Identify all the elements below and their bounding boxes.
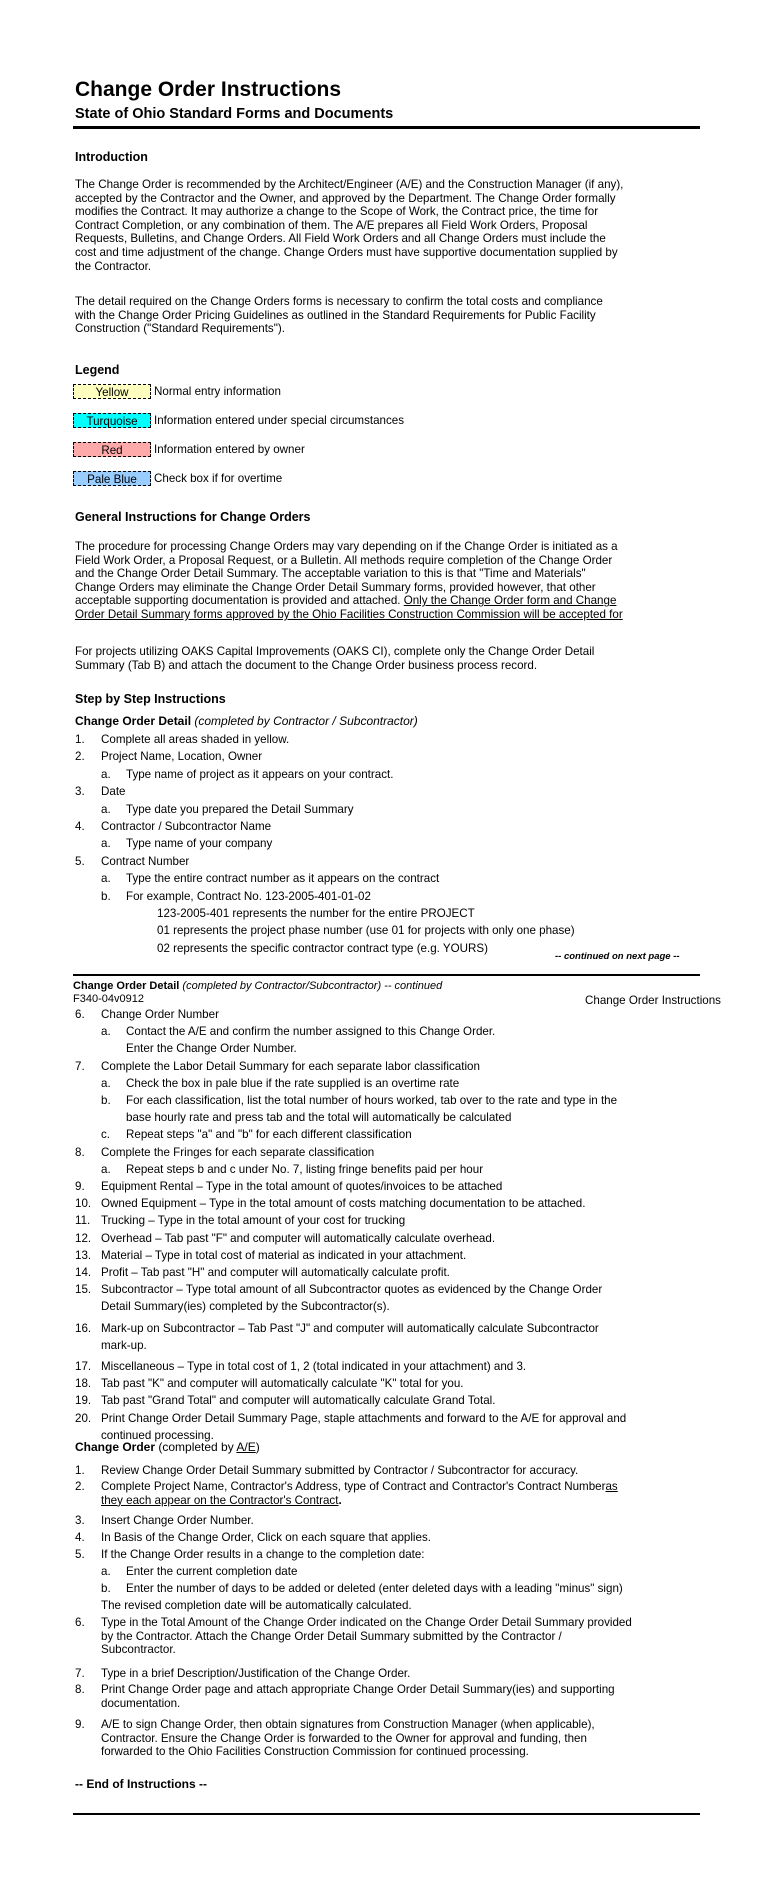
general-p1-line6-underlined: Order Detail Summary forms approved by the Ohio Facilities Construction Commission will be accepted for xyxy=(75,607,623,621)
list-number: b. xyxy=(101,1094,111,1107)
list-item: Tab past "Grand Total" and computer will automatically calculate Grand Total. xyxy=(101,1394,496,1408)
intro-paragraph-2 xyxy=(75,295,700,336)
general-p1-line5-plain: acceptable supporting documentation is provided and attached. xyxy=(75,594,404,608)
intro-p1-line: modifies the Contract. It may authorize a change to the Scope of Work, the Contract price, the time for xyxy=(75,205,599,219)
legend-description: Information entered by owner xyxy=(154,443,305,456)
co-step-3: Insert Change Order Number. xyxy=(101,1514,254,1527)
page-title: Change Order Instructions xyxy=(75,78,342,101)
list-number: 14. xyxy=(75,1266,92,1279)
list-number: 10. xyxy=(75,1197,92,1211)
page2-rule xyxy=(73,974,700,976)
list-number: 7. xyxy=(75,1059,85,1073)
list-item: Complete the Labor Detail Summary for each separate labor classification xyxy=(101,1059,480,1073)
continued-heading xyxy=(73,980,442,992)
list-item: Check the box in pale blue if the rate supplied is an overtime rate xyxy=(126,1076,460,1090)
list-number: 12. xyxy=(75,1231,92,1245)
list-item: Trucking – Type in the total amount of your cost for trucking xyxy=(101,1214,406,1228)
list-item: Owned Equipment – Type in the total amount of costs matching documentation to be attached. xyxy=(101,1197,586,1211)
general-p2-line: For projects utilizing OAKS Capital Improvements (OAKS CI), complete only the Change Order Detail xyxy=(75,645,595,658)
list-number: 16. xyxy=(75,1321,92,1335)
co-heading-bold: Change Order xyxy=(75,1440,156,1454)
list-number: a. xyxy=(101,767,111,781)
list-item: Contractor / Subcontractor Name xyxy=(101,820,272,833)
co-step-5b: Enter the number of days to be added or deleted (enter deleted days with a leading "minus" sign) xyxy=(126,1582,623,1595)
list-item: 02 represents the specific contractor contract type (e.g. YOURS) xyxy=(157,941,488,955)
legend-heading: Legend xyxy=(75,363,120,377)
header-rule xyxy=(73,126,700,129)
list-item: Mark-up on Subcontractor – Tab Past "J" and computer will automatically calculate Subcontractor xyxy=(101,1321,599,1335)
list-number: 4. xyxy=(75,820,85,833)
co-step-8: Print Change Order page and attach appropriate Change Order Detail Summary(ies) and supporting documentation. xyxy=(101,1683,615,1710)
list-item: Change Order Number xyxy=(101,1008,219,1021)
general-heading: General Instructions for Change Orders xyxy=(75,510,311,524)
list-item: Detail Summary(ies) completed by the Subcontractor(s). xyxy=(101,1300,390,1314)
list-item: 123-2005-401 represents the number for the entire PROJECT xyxy=(157,907,475,920)
general-p1-line: Field Work Order, a Proposal Request, or a Bulletin. All methods require completion of the Change Order xyxy=(75,553,613,567)
intro-p2-line: Construction ("Standard Requirements"). xyxy=(75,322,285,336)
intro-p2-line: with the Change Order Pricing Guidelines as outlined in the Standard Requirements for Public Facility xyxy=(75,308,596,322)
co-heading-ae: A/E xyxy=(236,1440,256,1454)
end-of-instructions: -- End of Instructions -- xyxy=(75,1777,207,1791)
list-item: Date xyxy=(101,785,126,799)
general-p1-line: Change Orders may eliminate the Change Order Detail Summary forms, provided however, that other xyxy=(75,580,596,594)
list-item: Profit – Tab past "H" and computer will automatically calculate profit. xyxy=(101,1266,450,1279)
list-item: Print Change Order Detail Summary Page, staple attachments and forward to the A/E for approval and xyxy=(101,1411,627,1425)
list-item: Repeat steps b and c under No. 7, listing fringe benefits paid per hour xyxy=(126,1162,484,1176)
list-number: 17. xyxy=(75,1360,92,1373)
footer-rule xyxy=(73,1813,700,1815)
list-item: Equipment Rental – Type in the total amount of quotes/invoices to be attached xyxy=(101,1180,503,1193)
list-item: For each classification, list the total number of hours worked, tab over to the rate and type in the xyxy=(126,1094,618,1107)
intro-p1-line: Requests, Bulletins, and Change Orders. All Field Work Orders and all Change Orders must include the xyxy=(75,232,606,246)
continued-next-page: -- continued on next page -- xyxy=(555,951,680,962)
list-number: 20. xyxy=(75,1411,92,1425)
intro-p1-line: The Change Order is recommended by the Architect/Engineer (A/E) and the Construction Manager (if any), xyxy=(75,178,624,191)
intro-paragraph-1 xyxy=(75,178,700,273)
co-heading-plain: (completed by xyxy=(155,1440,237,1454)
list-item: Project Name, Location, Owner xyxy=(101,750,263,764)
list-number: 2. xyxy=(75,750,85,764)
list-number: a. xyxy=(101,1076,111,1090)
right-page-header: Change Order Instructions xyxy=(585,994,721,1007)
list-number: 15. xyxy=(75,1283,92,1297)
co-step-6: Type in the Total Amount of the Change Order indicated on the Change Order Detail Summary provided by the Contractor. Attach the Change Order Detail Summary submitted by the Contractor / Subcontractor. xyxy=(101,1616,632,1657)
intro-p1-line: the Contractor. xyxy=(75,259,152,273)
list-number: a. xyxy=(101,872,111,886)
list-number: 3. xyxy=(75,785,85,799)
list-number: a. xyxy=(101,1162,111,1176)
general-p1-line: and the Change Order Detail Summary. The acceptable variation to this is that "Time and Materials" xyxy=(75,567,586,581)
detail-heading-bold: Change Order Detail xyxy=(75,714,192,728)
co-step-5a: Enter the current completion date xyxy=(126,1565,298,1578)
list-number: 1. xyxy=(75,733,85,746)
general-paragraph-2 xyxy=(75,645,700,672)
general-p1-line5-underlined: Only the Change Order form and Change xyxy=(403,594,617,608)
list-item: Contact the A/E and confirm the number assigned to this Change Order. xyxy=(126,1025,496,1039)
detail-heading-italic: (completed by Contractor / Subcontractor) xyxy=(191,714,418,728)
co-step-4: In Basis of the Change Order, Click on each square that applies. xyxy=(101,1531,431,1544)
list-number: 13. xyxy=(75,1248,92,1262)
legend-description: Check box if for overtime xyxy=(154,472,283,485)
list-item: Complete the Fringes for each separate classification xyxy=(101,1145,375,1159)
list-number: b. xyxy=(101,889,111,903)
list-number: 11. xyxy=(75,1214,91,1228)
list-number: 9. xyxy=(75,1180,85,1193)
legend-swatch: Pale Blue xyxy=(73,471,151,486)
list-item: Overhead – Tab past "F" and computer will automatically calculate overhead. xyxy=(101,1231,496,1245)
general-p2-line: Summary (Tab B) and attach the document to the Change Order business process record. xyxy=(75,658,538,672)
list-number: 5. xyxy=(75,854,85,868)
list-item: Type the entire contract number as it appears on the contract xyxy=(126,872,440,886)
list-number: a. xyxy=(101,837,111,851)
list-item: base hourly rate and press tab and the total will automatically be calculated xyxy=(126,1111,512,1125)
co-step-5: If the Change Order results in a change to the completion date: xyxy=(101,1548,425,1561)
list-item: Complete all areas shaded in yellow. xyxy=(101,733,290,746)
legend-description: Normal entry information xyxy=(154,385,281,398)
list-item: Material – Type in total cost of material as indicated in your attachment. xyxy=(101,1248,467,1262)
list-number: c. xyxy=(101,1128,111,1142)
legend-description: Information entered under special circumstances xyxy=(154,414,405,427)
legend-swatch: Yellow xyxy=(73,384,151,399)
page-subtitle: State of Ohio Standard Forms and Documents xyxy=(75,106,394,122)
intro-p1-line: Contract Completion, or any combination of them. The A/E prepares all Field Work Orders, Proposal xyxy=(75,218,588,232)
co-step-9: A/E to sign Change Order, then obtain signatures from Construction Manager (when applicable), Contractor. Ensure the Change Order is forwarded to the Owner for approval and funding, then forwarded to the Ohio Facilities Construction Commission for continued processing. xyxy=(101,1718,595,1759)
list-item: Contract Number xyxy=(101,854,190,868)
list-number: 6. xyxy=(75,1008,85,1021)
list-item: mark-up. xyxy=(101,1338,147,1352)
list-item: Subcontractor – Type total amount of all Subcontractor quotes as evidenced by the Change Order xyxy=(101,1283,603,1297)
change-order-heading xyxy=(75,1440,260,1454)
list-item: Enter the Change Order Number. xyxy=(126,1042,297,1056)
co-heading-close: ) xyxy=(255,1440,260,1454)
continued-heading-italic: (completed by Contractor/Subcontractor) -- continued xyxy=(179,980,443,992)
list-item: Type date you prepared the Detail Summary xyxy=(126,802,354,816)
continued-heading-bold: Change Order Detail xyxy=(73,980,180,992)
intro-heading: Introduction xyxy=(75,150,148,164)
intro-p2-line: The detail required on the Change Orders forms is necessary to confirm the total costs and compliance xyxy=(75,295,603,308)
list-number: 19. xyxy=(75,1394,92,1408)
list-item: Repeat steps "a" and "b" for each different classification xyxy=(126,1128,412,1142)
legend-swatch: Red xyxy=(73,442,151,457)
list-item: 01 represents the project phase number (use 01 for projects with only one phase) xyxy=(157,924,575,938)
general-paragraph-1 xyxy=(75,540,700,622)
intro-p1-line: cost and time adjustment of the change. Change Orders must have supportive documentation supplied by xyxy=(75,245,618,259)
detail-heading xyxy=(75,714,418,728)
list-item: Miscellaneous – Type in total cost of 1, 2 (total indicated in your attachment) and 3. xyxy=(101,1360,527,1373)
list-item: Type name of your company xyxy=(126,837,273,851)
legend-swatch: Turquoise xyxy=(73,413,151,428)
general-p1-line: The procedure for processing Change Orders may vary depending on if the Change Order is initiated as a xyxy=(75,540,618,553)
list-number: 18. xyxy=(75,1377,92,1391)
list-item: continued processing. xyxy=(101,1428,214,1442)
list-number: a. xyxy=(101,802,111,816)
list-number: a. xyxy=(101,1025,111,1039)
list-item: Type name of project as it appears on your contract. xyxy=(126,767,394,781)
steps-heading: Step by Step Instructions xyxy=(75,692,226,706)
list-number: 8. xyxy=(75,1145,85,1159)
intro-p1-line: accepted by the Contractor and the Owner, and approved by the Department. The Change Order formally xyxy=(75,191,616,205)
list-item: For example, Contract No. 123-2005-401-01-02 xyxy=(126,889,371,903)
co-step-1: Review Change Order Detail Summary submitted by Contractor / Subcontractor for accuracy. xyxy=(101,1464,579,1477)
co-step-7: Type in a brief Description/Justification of the Change Order. xyxy=(101,1667,411,1680)
form-code: F340-04v0912 xyxy=(73,993,144,1005)
co-step-2: Complete Project Name, Contractor's Address, type of Contract and Contractor's Contract Numberas they each appear on the Contractor's Contract. xyxy=(101,1480,618,1507)
list-item: Tab past "K" and computer will automatically calculate "K" total for you. xyxy=(101,1377,464,1391)
co-step-5c: The revised completion date will be automatically calculated. xyxy=(101,1599,412,1612)
